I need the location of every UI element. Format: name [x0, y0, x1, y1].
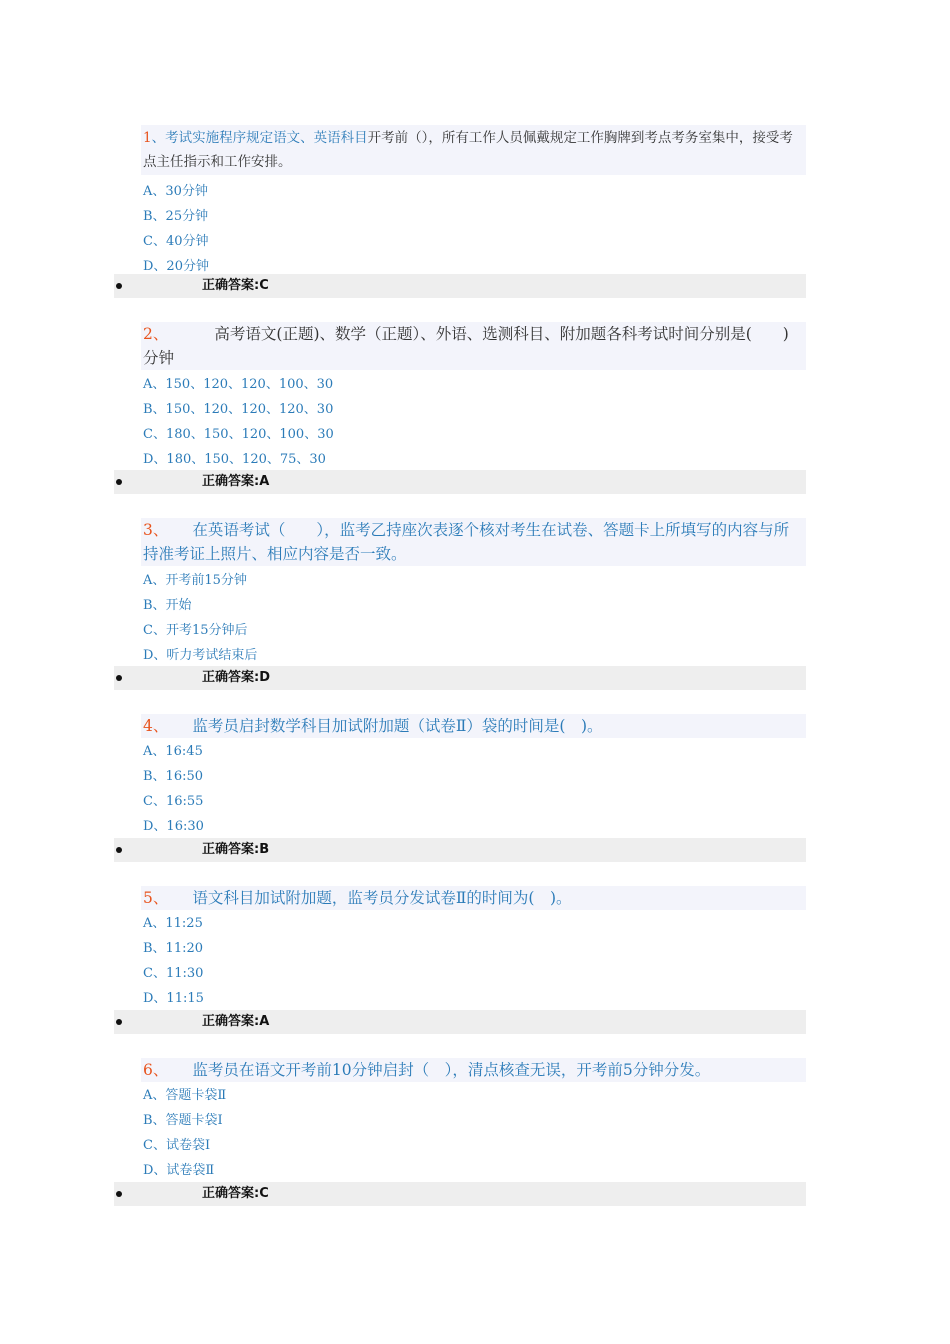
question-separator: 、	[152, 889, 169, 907]
bullet-icon	[116, 283, 122, 289]
question-stem	[141, 1058, 806, 1082]
option-c: C、试卷袋Ⅰ	[143, 1138, 211, 1153]
question-number: 6	[143, 1061, 153, 1079]
correct-answer: 正确答案:A	[202, 474, 270, 489]
question-separator: 、	[152, 521, 169, 539]
question-separator: 、	[152, 717, 169, 735]
correct-answer: 正确答案:C	[202, 278, 269, 293]
question-stem-text: 开考前（），所有工作人员佩戴规定工作胸牌到考点考务室集中，接受考点主任指示和工作安排。	[143, 130, 793, 170]
question-stem	[141, 518, 806, 566]
question-3	[143, 518, 806, 668]
answer-row-6	[114, 1182, 806, 1206]
option-d: D、180、150、120、75、30	[143, 452, 326, 467]
option-c: C、开考15分钟后	[143, 623, 248, 638]
option-b: B、答题卡袋Ⅰ	[143, 1113, 223, 1128]
question-stem	[141, 322, 806, 370]
option-b: B、开始	[143, 598, 192, 613]
question-separator: 、	[152, 1061, 169, 1079]
correct-answer: 正确答案:C	[202, 1186, 269, 1201]
question-1	[143, 125, 806, 279]
answer-row-4	[114, 838, 806, 862]
option-c: C、16:55	[143, 794, 204, 809]
question-stem	[141, 714, 806, 738]
option-a: A、150、120、120、100、30	[143, 377, 334, 392]
option-c: C、11:30	[143, 966, 204, 981]
bullet-icon	[116, 479, 122, 485]
bullet-icon	[116, 675, 122, 681]
bullet-icon	[116, 1019, 122, 1025]
option-a: A、30分钟	[143, 184, 208, 199]
question-5	[143, 886, 806, 1011]
question-stem-text: 监考员在语文开考前10分钟启封（ ），清点核查无误，开考前5分钟分发。	[192, 1061, 711, 1079]
option-a: A、答题卡袋Ⅱ	[143, 1088, 227, 1103]
option-a: A、16:45	[143, 744, 203, 759]
question-stem-text: 语文科目加试附加题，监考员分发试卷Ⅱ的时间为( )。	[192, 889, 572, 907]
question-number: 3	[143, 521, 153, 539]
question-stem-highlight: 考试实施程序规定语文、英语科目	[165, 130, 368, 146]
question-stem-text: 高考语文(正题)、数学（正题）、外语、选测科目、附加题各科考试时间分别是( )分钟	[143, 325, 789, 367]
answer-row-3	[114, 666, 806, 690]
correct-answer: 正确答案:A	[202, 1014, 270, 1029]
option-b: B、25分钟	[143, 209, 209, 224]
bullet-icon	[116, 847, 122, 853]
correct-answer: 正确答案:D	[202, 670, 270, 685]
question-separator: 、	[151, 130, 166, 146]
question-stem	[141, 125, 806, 175]
option-d: D、听力考试结束后	[143, 648, 258, 663]
option-c: C、180、150、120、100、30	[143, 427, 334, 442]
question-number: 4	[143, 717, 153, 735]
question-2	[143, 322, 806, 472]
answer-row-2	[114, 470, 806, 494]
bullet-icon	[116, 1191, 122, 1197]
option-d: D、16:30	[143, 819, 204, 834]
option-b: B、16:50	[143, 769, 204, 784]
correct-answer: 正确答案:B	[202, 842, 270, 857]
option-b: B、11:20	[143, 941, 204, 956]
question-stem	[141, 886, 806, 910]
answer-row-1	[114, 274, 806, 298]
question-separator: 、	[152, 325, 169, 343]
option-b: B、150、120、120、120、30	[143, 402, 334, 417]
question-number: 2	[143, 325, 153, 343]
answer-row-5	[114, 1010, 806, 1034]
option-c: C、40分钟	[143, 234, 209, 249]
option-a: A、11:25	[143, 916, 203, 931]
question-stem-text: 在英语考试（ ），监考乙持座次表逐个核对考生在试卷、答题卡上所填写的内容与所持准考证上照片、相应内容是否一致。	[143, 521, 790, 563]
option-d: D、20分钟	[143, 259, 209, 274]
option-d: D、11:15	[143, 991, 204, 1006]
option-d: D、试卷袋Ⅱ	[143, 1163, 215, 1178]
question-stem-text: 监考员启封数学科目加试附加题（试卷Ⅱ）袋的时间是( )。	[192, 717, 603, 735]
question-4	[143, 714, 806, 839]
option-a: A、开考前15分钟	[143, 573, 247, 588]
question-number: 5	[143, 889, 153, 907]
question-6	[143, 1058, 806, 1183]
question-number: 1	[143, 130, 152, 146]
